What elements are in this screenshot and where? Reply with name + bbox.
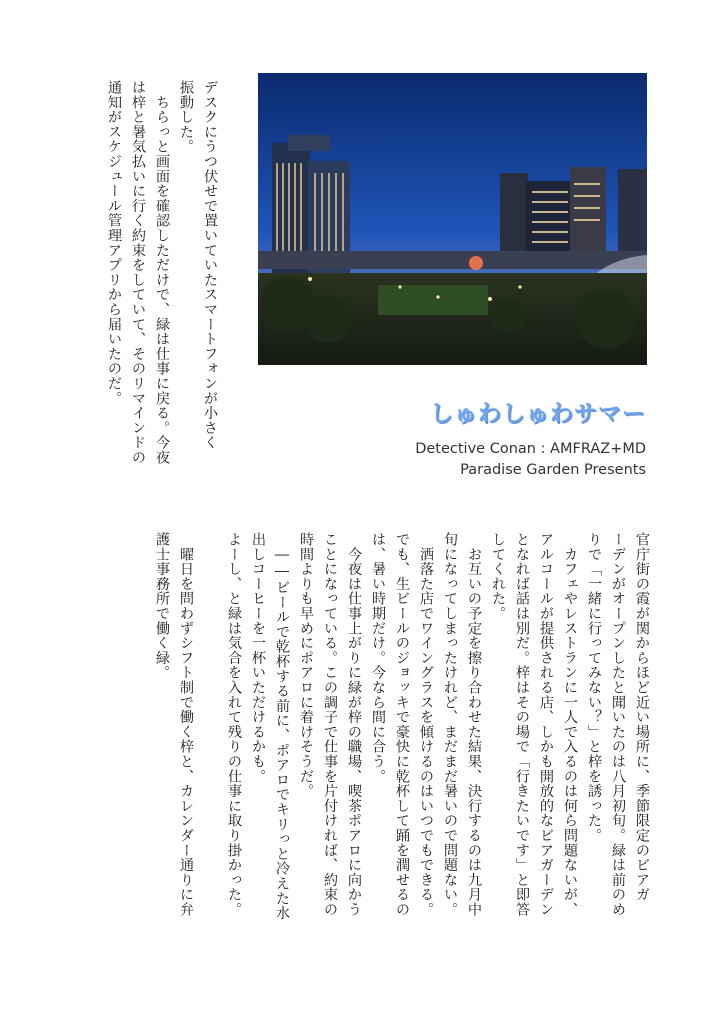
story-text-opening: デスクにうつ伏せで置いていたスマートフォンが小さく 振動した。 ちらっと画面を確認しただけで、緑は仕事に戻る。今夜 は梓と暑気払いに行く約束をしていて、そのリマインドの 通知がスケジュール管理アプリから届いたのだ。 — [106, 80, 218, 465]
story-text-main: 官庁街の霞が関からほど近い場所に、季節限定のビアガ ーデンがオープンしたと聞いたのは八月初旬。緑は前のめ りで「一緒に行ってみない？」と梓を誘った。 カフェやレストランに一人で入るのは何ら問題ないが、 アルコールが提供される店、しかも開放的なビアガーデン となれば話は別だ。梓はその場で「行きたいです」と即答 してくれた。 お互いの予定を擦り合わせた結果、決行するのは九月中 旬になってしまったけれど、まだまだ暑いので問題ない。 洒落た店でワイングラスを傾けるのはいつでもできる。 でも、生ビールのジョッキで豪快に乾杯して踊を潤せるの は、暑い時期だけ。今なら間に合う。 今夜は仕事上がりに緑が梓の職場、喫茶ポアロに向かう ことになっている。この調子で仕事を片付ければ、約束の 時間よりも早めにポアロに着けそうだ。 ――ビールで乾杯する前に、ポアロでキリっと冷えた水 出しコーヒーを一杯いただけるかも。 よーし、と緑は気合を入れて残りの仕事に取り掛かった。 曜日を問わずシフト制で働く梓と、カレンダー通りに弁 護士事務所で働く緑。 — [154, 532, 650, 921]
credit-line-1: Detective Conan : AMFRAZ+MD — [415, 441, 646, 457]
city-night-photo-icon — [258, 73, 647, 365]
story-title: しゅわしゅわサマー — [430, 401, 646, 427]
credit-line-2: Paradise Garden Presents — [460, 462, 646, 478]
